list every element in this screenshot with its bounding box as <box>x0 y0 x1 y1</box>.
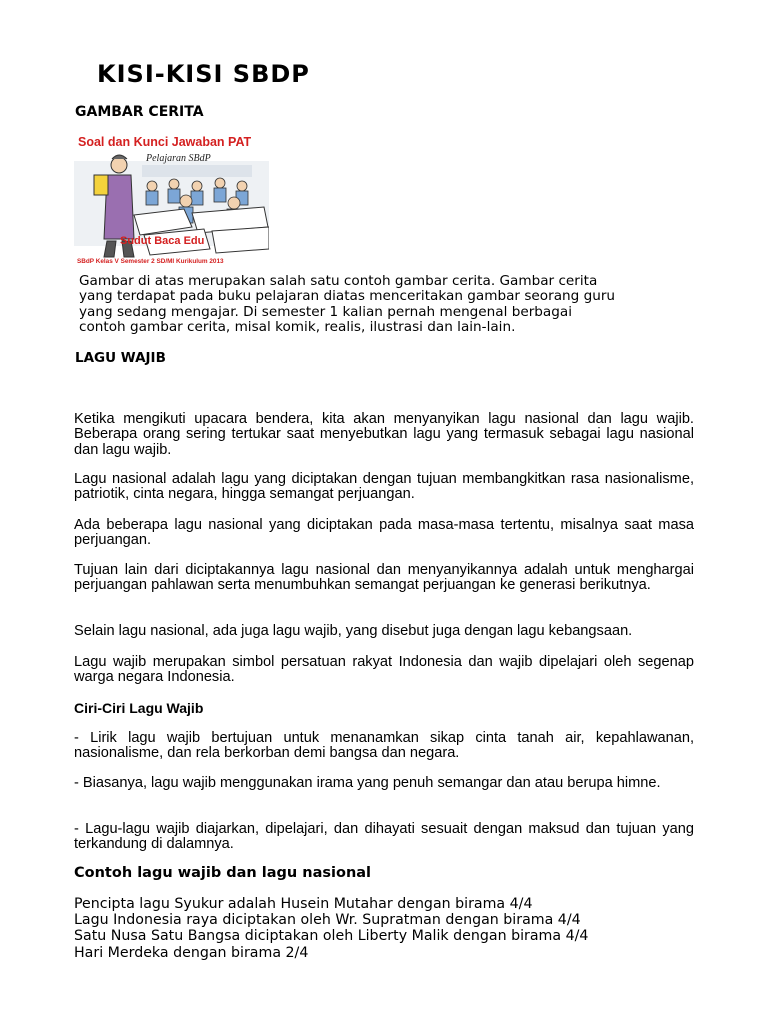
classroom-illustration-icon <box>74 131 269 271</box>
paragraph: Lagu wajib merupakan simbol persatuan rakyat Indonesia dan wajib dipelajari oleh segenap warga negara Indonesia. <box>74 654 694 686</box>
list-item: Hari Merdeka dengan birama 2/4 <box>74 944 309 961</box>
cover-brand-watermark: Sudut Baca Edu <box>120 235 205 247</box>
gambar-cerita-image <box>74 131 269 271</box>
text-line: Gambar di atas merupakan salah satu contoh gambar cerita. Gambar cerita <box>79 273 598 289</box>
contoh-list <box>74 896 714 961</box>
text-line: yang terdapat pada buku pelajaran diatas menceritakan gambar seorang guru <box>79 288 616 305</box>
paragraph: Lagu nasional adalah lagu yang diciptakan dengan tujuan membangkitkan rasa nasionalisme, patriotik, cinta negara, hingga semangat perjuangan. <box>74 471 694 503</box>
cover-subject: Pelajaran SBdP <box>146 153 211 164</box>
list-item: Satu Nusa Satu Bangsa diciptakan oleh Liberty Malik dengan birama 4/4 <box>74 928 589 945</box>
cover-footer: SBdP Kelas V Semester 2 SD/MI Kurikulum 2013 <box>77 258 224 265</box>
gambar-cerita-heading: GAMBAR CERITA <box>75 104 204 120</box>
list-item: - Biasanya, lagu wajib menggunakan irama yang penuh semangar dan atau berupa himne. <box>74 775 661 791</box>
list-item: - Lirik lagu wajib bertujuan untuk menanamkan sikap cinta tanah air, kepahlawanan, nasionalisme, dan rela berkorban demi bangsa dan negara. <box>74 730 694 762</box>
list-item: Pencipta lagu Syukur adalah Husein Mutahar dengan birama 4/4 <box>74 896 533 912</box>
paragraph: Tujuan lain dari diciptakannya lagu nasional dan menyanyikannya adalah untuk menghargai perjuangan pahlawan serta menumbuhkan semangat perjuangan ke generasi berikutnya. <box>74 562 694 594</box>
list-item: - Lagu-lagu wajib diajarkan, dipelajari, dan dihayati sesuait dengan maksud dan tujuan yang terkandung di dalamnya. <box>74 821 694 853</box>
contoh-heading: Contoh lagu wajib dan lagu nasional <box>74 865 372 881</box>
text-line: contoh gambar cerita, misal komik, realis, ilustrasi dan lain-lain. <box>79 319 516 336</box>
ciri-ciri-heading: Ciri-Ciri Lagu Wajib <box>74 700 204 716</box>
text-line: yang sedang mengajar. Di semester 1 kalian pernah mengenal berbagai <box>79 303 572 320</box>
list-item: Lagu Indonesia raya diciptakan oleh Wr. Supratman dengan birama 4/4 <box>74 912 581 929</box>
cover-title: Soal dan Kunci Jawaban PAT <box>78 135 252 149</box>
paragraph: Ketika mengikuti upacara bendera, kita akan menyanyikan lagu nasional dan lagu wajib. Beberapa orang sering tertukar saat menyebutkan lagu yang termasuk sebagai lagu nasional dan lagu wajib. <box>74 411 694 458</box>
paragraph: Selain lagu nasional, ada juga lagu wajib, yang disebut juga dengan lagu kebangsaan. <box>74 623 633 639</box>
document-title: KISI-KISI SBDP <box>97 60 310 88</box>
lagu-wajib-heading: LAGU WAJIB <box>75 350 166 366</box>
gambar-cerita-text <box>79 274 719 336</box>
paragraph: Ada beberapa lagu nasional yang diciptakan pada masa-masa tertentu, misalnya saat masa perjuangan. <box>74 517 694 549</box>
